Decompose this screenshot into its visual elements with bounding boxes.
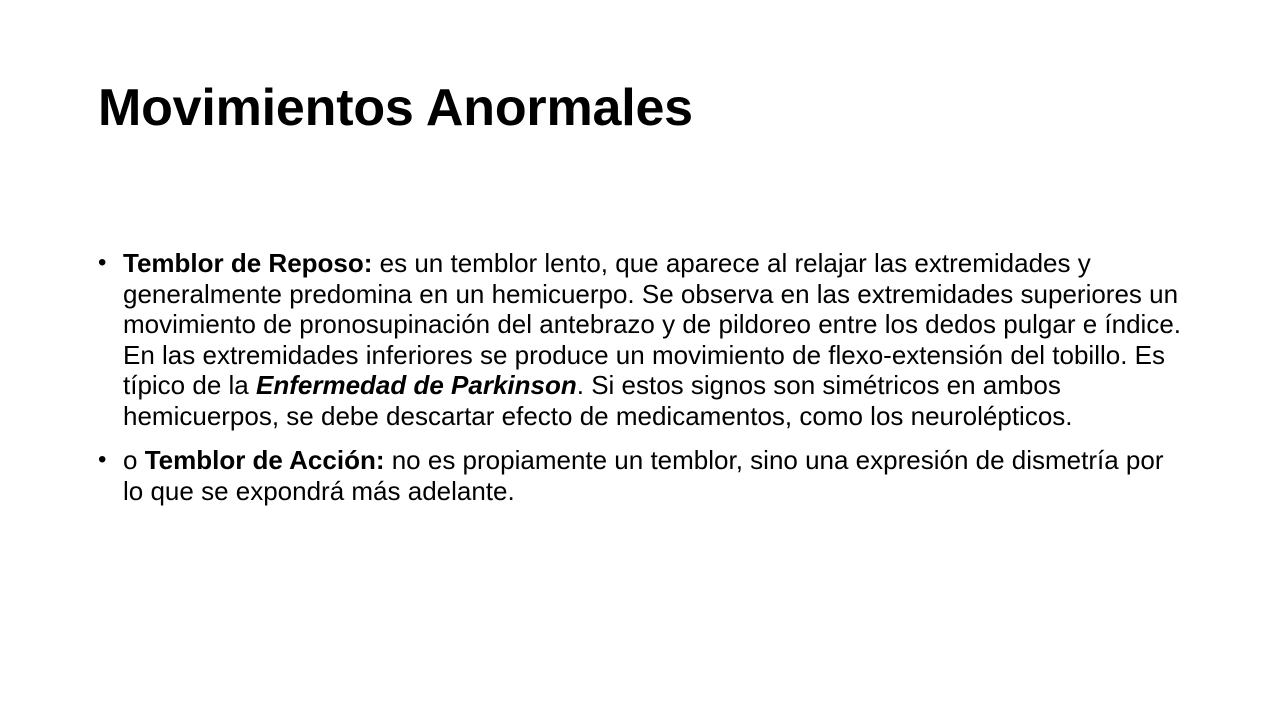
bullet-item-temblor-reposo [98, 248, 1188, 431]
bullet-item-temblor-accion [98, 445, 1188, 506]
bullet-term: Temblor de Reposo: [123, 248, 373, 278]
bullet-text-continued: . Si estos signos son simétricos en ambos hemicuerpos, se debe descartar efecto de medicamentos, como los neurolépticos. [123, 370, 1073, 431]
bullet-term: Temblor de Acción: [144, 445, 385, 475]
bullet-marker: • [98, 446, 107, 473]
bullet-marker: • [98, 249, 107, 276]
slide-title: Movimientos Anormales [98, 79, 693, 137]
bullet-prefix: o [123, 445, 145, 475]
bullet-text: es un temblor lento, que aparece al relajar las extremidades y generalmente predomina en un hemicuerpo. Se observa en las extremidades superiores un movimiento de pronosupinación del antebrazo y de pildoreo entre los dedos pulgar e índice. En las extremidades inferiores se produce un movimiento de flexo-extensión del tobillo. Es típico de la [123, 248, 1182, 400]
bullet-list [98, 248, 1188, 520]
bullet-text: no es propiamente un temblor, sino una expresión de dismetría por lo que se expondrá más adelante. [123, 445, 1164, 506]
bullet-emphasis: Enfermedad de Parkinson [255, 370, 577, 400]
